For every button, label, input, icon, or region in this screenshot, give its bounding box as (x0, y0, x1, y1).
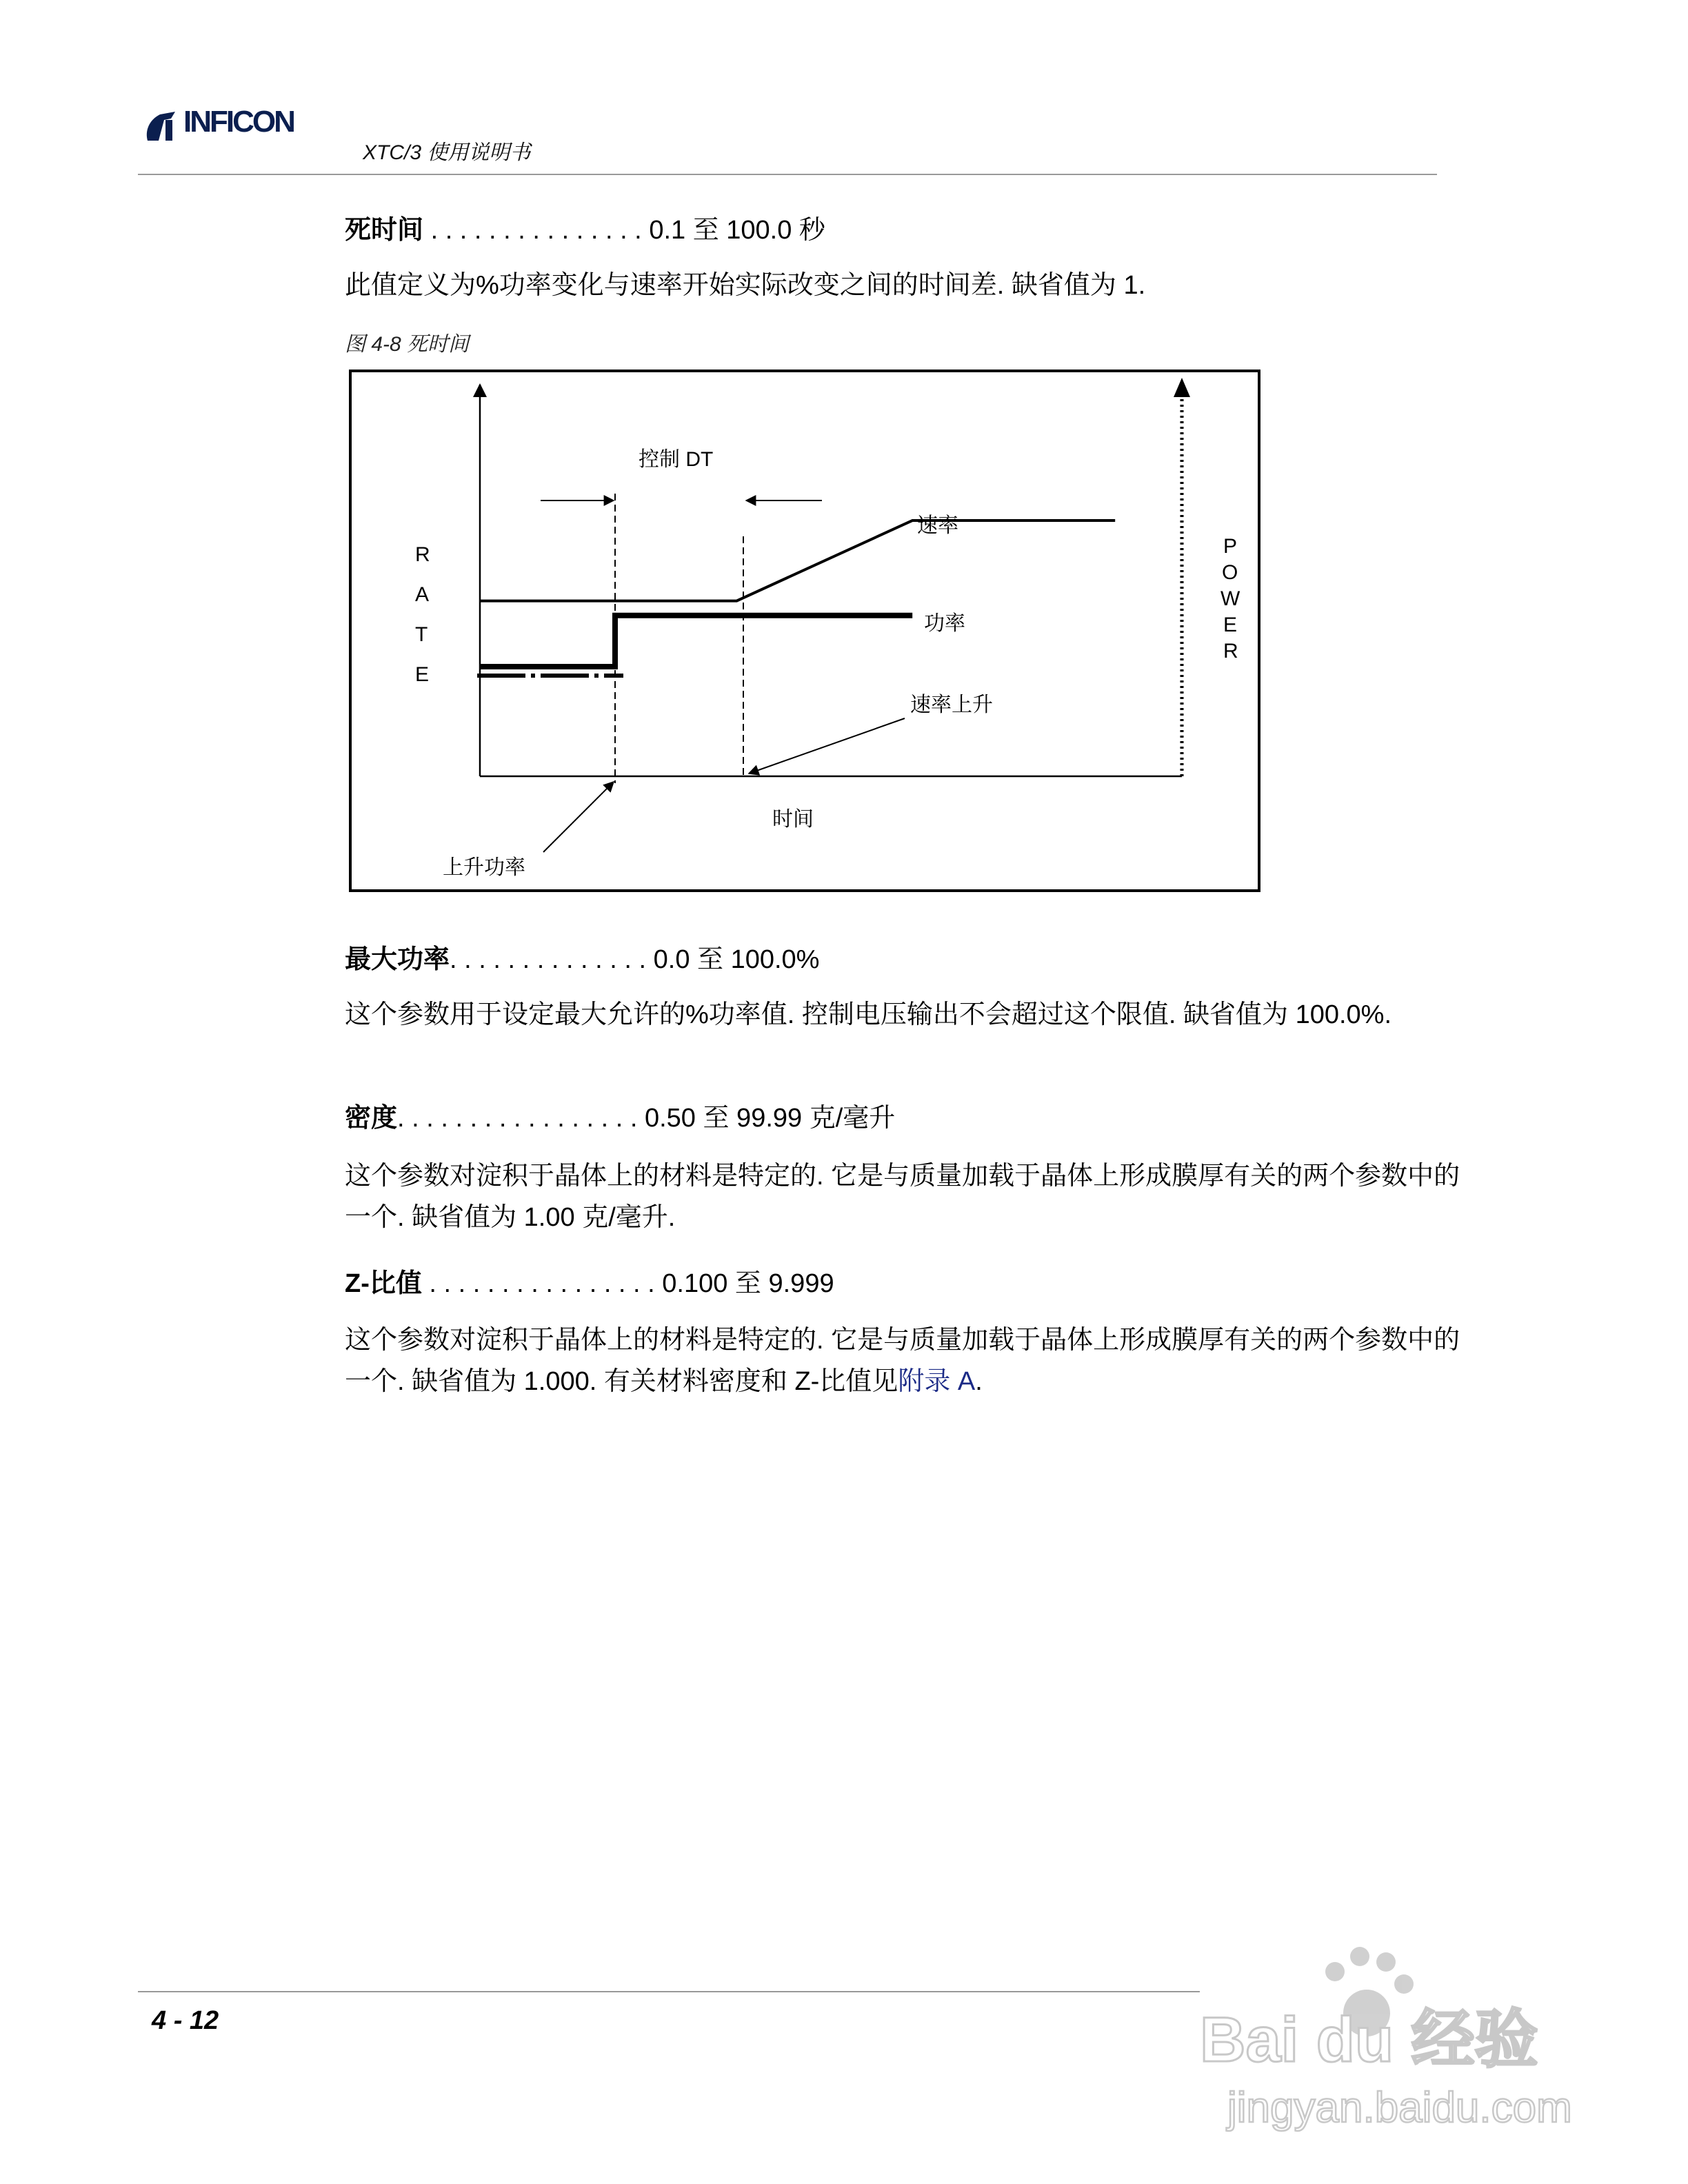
rate-rise-pointer (749, 718, 905, 774)
y-right-letter: R (1223, 640, 1238, 663)
param-name: 密度 (345, 1104, 398, 1133)
description-trailing: . (975, 1367, 983, 1396)
page-number: 4 - 12 (152, 2006, 219, 2035)
paw-toe-icon (1325, 1962, 1345, 1981)
baidu-watermark (1158, 1903, 1586, 2151)
param-density (345, 1096, 895, 1134)
label-power-curve: 功率 (924, 612, 965, 635)
label-rate-curve: 速率 (917, 514, 958, 537)
dot-leader: . . . . . . . . . . . . . . . . (421, 1269, 663, 1298)
dot-leader: . . . . . . . . . . . . . . . (423, 216, 650, 245)
power-axis-arrowhead (1174, 378, 1190, 397)
param-range: 0.100 至 9.999 (662, 1269, 834, 1298)
dot-leader: . . . . . . . . . . . . . . (450, 945, 654, 974)
paw-toe-icon (1376, 1952, 1396, 1972)
param-range: 0.0 至 100.0% (653, 945, 820, 974)
dot-leader: . . . . . . . . . . . . . . . . . (397, 1104, 645, 1133)
y-right-letter: O (1222, 561, 1238, 584)
header-divider (138, 174, 1437, 175)
y-left-letter: T (415, 623, 428, 646)
label-time-axis: 时间 (772, 808, 814, 831)
param-max-power (345, 938, 819, 975)
document-title: XTC/3 使用说明书 (363, 141, 531, 164)
appendix-a-link[interactable]: 附录 A (898, 1367, 976, 1396)
label-rate-rise: 速率上升 (910, 694, 993, 716)
y-left-letter: A (415, 583, 430, 606)
param-z-ratio (345, 1262, 834, 1300)
y-left-letter: R (415, 543, 430, 566)
dead-time-diagram (349, 370, 1260, 892)
param-range: 0.50 至 99.99 克/毫升 (644, 1104, 896, 1133)
param-description: 这个参数对淀积于晶体上的材料是特定的. 它是与质量加载于晶体上形成膜厚有关的两个参数中的一个. 缺省值为 1.00 克/毫升. (345, 1162, 1460, 1232)
figure-caption: 图 4-8 死时间 (345, 333, 470, 356)
power-curve (480, 616, 912, 667)
watermark-brand: Bai du 经验 (1200, 2005, 1538, 2075)
y-right-letter: E (1223, 614, 1238, 636)
param-description: 这个参数用于设定最大允许的%功率值. 控制电压输出不会超过这个限值. 缺省值为 100.0%. (345, 1000, 1392, 1029)
watermark-url: jingyan.baidu.com (1227, 2084, 1572, 2132)
param-description: 此值定义为%功率变化与速率开始实际改变之间的时间差. 缺省值为 1. (345, 271, 1146, 300)
company-logo: INFICON (183, 105, 294, 139)
param-name: 死时间 (345, 216, 424, 245)
param-range: 0.1 至 100.0 秒 (649, 216, 825, 245)
rate-curve (480, 520, 1115, 601)
paw-toe-icon (1394, 1974, 1414, 1994)
label-control-dt: 控制 DT (639, 448, 714, 471)
footer-divider (138, 1991, 1200, 1992)
param-dead-time (345, 208, 825, 246)
label-power-rise: 上升功率 (443, 856, 525, 879)
param-name: Z-比值 (345, 1269, 422, 1298)
description-text: 这个参数对淀积于晶体上的材料是特定的. 它是与质量加载于晶体上形成膜厚有关的两个参数中的一个. 缺省值为 1.000. 有关材料密度和 Z-比值见 (345, 1326, 1460, 1396)
y-right-letter: W (1220, 587, 1240, 610)
paw-toe-icon (1350, 1947, 1369, 1966)
power-rise-pointer (543, 782, 614, 852)
inficon-logo-icon (143, 110, 179, 142)
param-name: 最大功率 (345, 945, 450, 974)
y-left-letter: E (415, 663, 430, 686)
y-right-letter: P (1223, 535, 1238, 558)
param-description (345, 1320, 1476, 1402)
